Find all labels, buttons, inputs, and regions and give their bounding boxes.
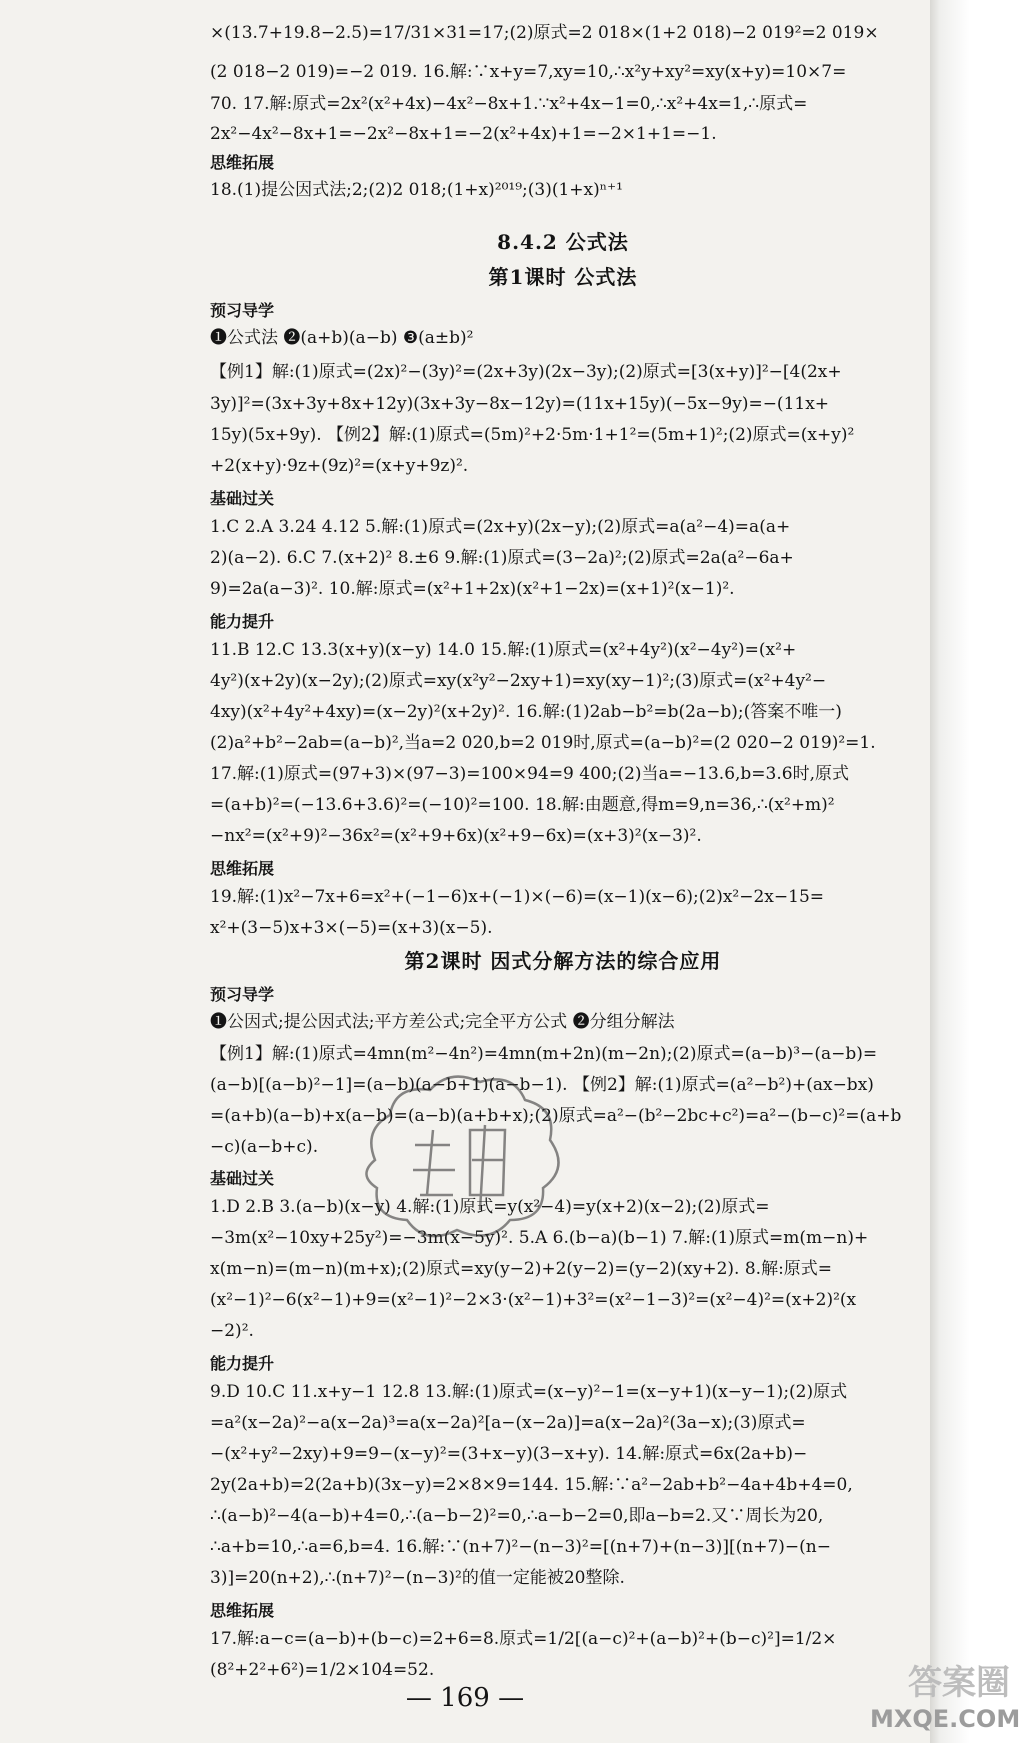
text-line: =a²(x−2a)²−a(x−2a)³=a(x−2a)²[a−(x−2a)]=a(x−2a)²(3a−x);(3)原式=	[210, 1413, 806, 1433]
section-heading: 预习导学	[210, 301, 275, 320]
section-heading: 能力提升	[210, 1354, 275, 1373]
text-line: 3)]=20(n+2),∴(n+7)²−(n−3)²的值一定能被20整除.	[210, 1568, 625, 1588]
text-line: (x²−1)²−6(x²−1)+9=(x²−1)²−2×3·(x²−1)+3²=(x²−1−3)²=(x²−4)²=(x+2)²(x	[210, 1290, 857, 1310]
text-line: −2)².	[210, 1321, 254, 1341]
text-line: 9)=2a(a−3)². 10.解:原式=(x²+1+2x)(x²+1−2x)=(x+1)²(x−1)².	[210, 579, 735, 599]
text-line: 17.解:a−c=(a−b)+(b−c)=2+6=8.原式=1/2[(a−c)²+(a−b)²+(b−c)²]=1/2×	[210, 1629, 837, 1649]
text-line: ∴a+b=10,∴a=6,b=4. 16.解:∵(n+7)²−(n−3)²=[(n+7)+(n−3)][(n+7)−(n−	[210, 1537, 831, 1557]
text-line: 2)(a−2). 6.C 7.(x+2)² 8.±6 9.解:(1)原式=(3−2a)²;(2)原式=2a(a²−6a+	[210, 548, 794, 568]
text-line: ❶公式法 ❷(a+b)(a−b) ❸(a±b)²	[210, 328, 474, 348]
section-title: 8.4.2 公式法	[497, 230, 629, 254]
site-watermark	[870, 1655, 1020, 1743]
text-line: =(a+b)(a−b)+x(a−b)=(a−b)(a+b+x);(2)原式=a²−(b²−2bc+c²)=a²−(b−c)²=(a+b	[210, 1106, 902, 1126]
text-line: −(x²+y²−2xy)+9=9−(x−y)²=(3+x−y)(3−x+y). 14.解:原式=6x(2a+b)−	[210, 1444, 808, 1464]
text-line: ∴(a−b)²−4(a−b)+4=0,∴(a−b−2)²=0,∴a−b−2=0,即a−b=2.又∵周长为20,	[210, 1506, 824, 1526]
text-line: ❶公因式;提公因式法;平方差公式;完全平方公式 ❷分组分解法	[210, 1012, 675, 1032]
section-heading: 预习导学	[210, 985, 275, 1004]
text-line: 18.(1)提公因式法;2;(2)2 018;(1+x)²⁰¹⁹;(3)(1+x)ⁿ⁺¹	[210, 180, 623, 200]
text-line: x²+(3−5)x+3×(−5)=(x+3)(x−5).	[210, 918, 493, 938]
text-line: =(a+b)²=(−13.6+3.6)²=(−10)²=100. 18.解:由题意,得m=9,n=36,∴(x²+m)²	[210, 795, 835, 815]
text-line: 2y(2a+b)=2(2a+b)(3x−y)=2×8×9=144. 15.解:∵a²−2ab+b²−4a+4b+4=0,	[210, 1475, 853, 1495]
text-line: (2 018−2 019)=−2 019. 16.解:∵x+y=7,xy=10,∴x²y+xy²=xy(x+y)=10×7=	[210, 62, 847, 82]
text-line: 17.解:(1)原式=(97+3)×(97−3)=100×94=9 400;(2)当a=−13.6,b=3.6时,原式	[210, 764, 849, 784]
text-line: x(m−n)=(m−n)(m+x);(2)原式=xy(y−2)+2(y−2)=(y−2)(xy+2). 8.解:原式=	[210, 1259, 833, 1279]
text-line: 70. 17.解:原式=2x²(x²+4x)−4x²−8x+1.∵x²+4x−1=0,∴x²+4x=1,∴原式=	[210, 94, 808, 114]
text-line: ×(13.7+19.8−2.5)=17/31×31=17;(2)原式=2 018×(1+2 018)−2 019²=2 019×	[210, 23, 879, 43]
text-line: 【例1】解:(1)原式=4mn(m²−4n²)=4mn(m+2n)(m−2n);(2)原式=(a−b)³−(a−b)=	[210, 1044, 878, 1064]
watermark-url: MXQE.COM	[870, 1705, 1020, 1733]
page-number: — 169 —	[405, 1683, 525, 1713]
text-line: (8²+2²+6²)=1/2×104=52.	[210, 1660, 435, 1680]
lesson-title: 第2课时 因式分解方法的综合应用	[404, 949, 722, 973]
section-heading: 思维拓展	[210, 153, 275, 172]
text-line: 2x²−4x²−8x+1=−2x²−8x+1=−2(x²+4x)+1=−2×1+1=−1.	[210, 124, 717, 144]
text-line: 4xy)(x²+4y²+4xy)=(x−2y)²(x+2y)². 16.解:(1)2ab−b²=b(2a−b);(答案不唯一)	[210, 702, 842, 722]
text-line: −c)(a−b+c).	[210, 1137, 319, 1157]
page-edge	[930, 0, 1000, 1743]
text-line: −nx²=(x²+9)²−36x²=(x²+9+6x)(x²+9−6x)=(x+3)²(x−3)².	[210, 826, 702, 846]
text-line: 1.C 2.A 3.24 4.12 5.解:(1)原式=(2x+y)(2x−y);(2)原式=a(a²−4)=a(a+	[210, 517, 791, 537]
section-heading: 思维拓展	[210, 859, 275, 878]
text-line: 9.D 10.C 11.x+y−1 12.8 13.解:(1)原式=(x−y)²−1=(x−y+1)(x−y−1);(2)原式	[210, 1382, 848, 1402]
text-line: 11.B 12.C 13.3(x+y)(x−y) 14.0 15.解:(1)原式=(x²+4y²)(x²−4y²)=(x²+	[210, 640, 797, 660]
section-heading: 能力提升	[210, 612, 275, 631]
text-line: 【例1】解:(1)原式=(2x)²−(3y)²=(2x+3y)(2x−3y);(2)原式=[3(x+y)]²−[4(2x+	[210, 362, 842, 382]
text-line: 4y²)(x+2y)(x−2y);(2)原式=xy(x²y²−2xy+1)=xy(xy−1)²;(3)原式=(x²+4y²−	[210, 671, 827, 691]
text-line: 19.解:(1)x²−7x+6=x²+(−1−6)x+(−1)×(−6)=(x−1)(x−6);(2)x²−2x−15=	[210, 887, 825, 907]
section-heading: 思维拓展	[210, 1601, 275, 1620]
section-heading: 基础过关	[210, 1169, 275, 1188]
text-line: 3y)]²=(3x+3y+8x+12y)(3x+3y−8x−12y)=(11x+15y)(−5x−9y)=−(11x+	[210, 394, 830, 414]
text-line: 1.D 2.B 3.(a−b)(x−y) 4.解:(1)原式=y(x²−4)=y(x+2)(x−2);(2)原式=	[210, 1197, 770, 1217]
section-heading: 基础过关	[210, 489, 275, 508]
lesson-title: 第1课时 公式法	[488, 265, 638, 289]
text-line: (a−b)[(a−b)²−1]=(a−b)(a−b+1)(a−b−1). 【例2】解:(1)原式=(a²−b²)+(ax−bx)	[210, 1075, 874, 1095]
text-line: +2(x+y)·9z+(9z)²=(x+y+9z)².	[210, 456, 469, 476]
text-line: 15y)(5x+9y). 【例2】解:(1)原式=(5m)²+2·5m·1+1²=(5m+1)²;(2)原式=(x+y)²	[210, 425, 855, 445]
text-line: (2)a²+b²−2ab=(a−b)²,当a=2 020,b=2 019时,原式=(a−b)²=(2 020−2 019)²=1.	[210, 733, 876, 753]
watermark-brand: 答案圈	[908, 1663, 1010, 1703]
text-line: −3m(x²−10xy+25y²)=−3m(x−5y)². 5.A 6.(b−a)(b−1) 7.解:(1)原式=m(m−n)+	[210, 1228, 869, 1248]
